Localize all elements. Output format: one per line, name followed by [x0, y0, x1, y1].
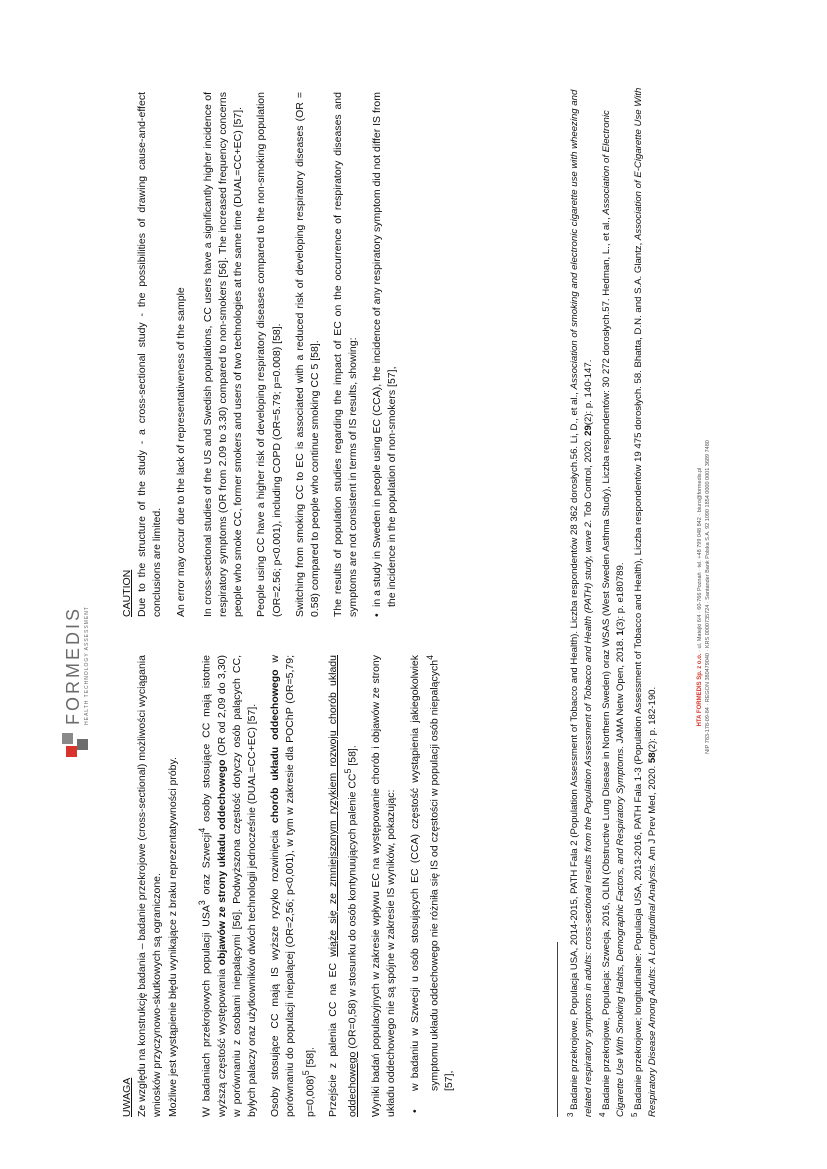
english-paragraph-1: Due to the structure of the study - a cross-sectional study - the possibilities of drawing cause-and-effect conclusions are limited. — [136, 92, 164, 617]
logo-subtitle: HEALTH TECHNOLOGY ASSESSMENT — [84, 606, 90, 725]
bullet-icon: • — [370, 613, 383, 617]
polish-bullet-item: • w badaniu w Szwecji u osób stosujących EC (CCA) częstość wystąpienia jakiegokolwiek symptomu układu oddechowego nie różniła się IS od częstości w populacji osób niepalących$^4$ [57], — [408, 655, 458, 1117]
english-paragraph-5: Switching from smoking CC to EC is associated with a reduced risk of developing respiratory diseases (OR = 0.58) compared to people who continue smoking CC 5 [58]. — [293, 92, 322, 617]
polish-paragraph-6: Wyniki badań populacyjnych w zakresie wpływu EC na występowanie chorób i objawów ze strony układu oddechowego nie są spójne w zakresie IS wyników, pokazując: — [370, 655, 398, 1117]
footer-address-line: HTA FORMEDIS Sp. z o.o. · ul. Matejki 6/4 · 60-766 Poznań · tel. +48 799 048 842 · biuro@formedis.pl — [697, 467, 703, 727]
english-paragraph-6: The results of population studies regarding the impact of EC on the occurrence of respiratory diseases and symptoms are not consistent in terms of IS results, showing: — [332, 92, 360, 617]
polish-paragraph-2: Możliwe jest wystąpienie błędu wynikające z braku reprezentatywności próby. — [166, 757, 179, 1117]
footnotes — [564, 77, 659, 1117]
polish-paragraph-4: Osoby stosujące CC mają IS wyższe ryzyko rozwinięcia chorób układu oddechowego w porównaniu do populacji niepalącej (OR=2,56; p<0,001), w tym w zakresie dla POChP (OR=5,79; p=0,008)$^5$ [58]. — [269, 655, 317, 1117]
polish-paragraph-3: W badaniach przekrojowych populacji USA$^3$ oraz Szwecji$^4$ osoby stosujące CC mają istotnie wyższą częstość występowania objawów ze strony układu oddechowego (OR od 2,09 do 3,30) w porównaniu z osobami niepalącymi [56]. Podwyższona częstość dotyczy osób palących CC, byłych palaczy oraz użytkowników dwóch technologii jednocześnie (DUAL=CC+EC) [57]. — [196, 654, 258, 1117]
english-heading: CAUTION — [121, 569, 133, 617]
logo-text — [64, 606, 90, 725]
page-footer — [696, 77, 712, 1117]
footnote-5: $^5$ Badanie przekrojowe; longitudinalne: Populacja USA, 2013-2016, PATH Fala 1-3 (Population Assessment of Tobacco and Health), Liczba respondentów 19 475 dorosłych. 58. Bhatta, D.N. and S.A. Glantz, Association of E-Cigarette Use With Respiratory Disease Among Adults: A Longitudinal Analysis. Am J Prev Med, 2020. 58(2): p. 182-190. — [629, 87, 658, 1117]
logo-name: FORMEDIS — [63, 605, 83, 725]
polish-column — [120, 655, 466, 1117]
rotated-page-content — [52, 52, 752, 1117]
footnote-4: $^4$ Badanie przekrojowe, Populacja: Szwecja, 2016, OLIN (Obstructive Lung Disease in Northern Sweden) oraz WSAS (West Sweden Asthma Study), Liczba respondentów: 30 272 dorosłych.57. Hedman, L., et al., Association of Electronic Cigarette Use With Smoking Habits, Demographic Factors, and Respiratory Symptoms. JAMA Netw Open, 2018. 1(3): p. e180789. — [597, 110, 626, 1117]
polish-paragraph-1: Ze względu na konstrukcję badania – badanie przekrojowe (cross-sectional) możliwości wyciągania wniosków przyczynowo-skutkowych są ograniczone. — [136, 655, 164, 1117]
formedis-logo-icon — [62, 731, 92, 757]
polish-heading: UWAGA — [121, 1077, 133, 1117]
page-header — [52, 606, 102, 757]
polish-paragraph-5: Przejście z palenia CC na EC wiąże się ze zmniejszonym ryzykiem rozwoju chorób układu oddechowego (OR=0,58) w stosunku do osób kontynuujących palenie $CC^5$ [58]. — [327, 655, 359, 1117]
footnote-divider — [557, 942, 558, 1117]
english-paragraph-4: People using CC have a higher risk of developing respiratory diseases compared to the non-smoking population (OR=2.56; p<0.001), including COPD (OR=5.79; p=0.008) [58]. — [255, 92, 283, 617]
english-paragraph-2: An error may occur due to the lack of representativeness of the sample — [174, 287, 187, 617]
footer-registry-line: NIP 783-178-09-84 · REGON 380479040 · KRS 0000735724 · Santander Bank Polska S.A. 92 1090 1854 0000 0001 3689 7480 — [705, 440, 711, 754]
english-paragraph-3: In cross-sectional studies of the US and Swedish populations, CC users have a significantly higher incidence of respiratory symptoms (OR from 2.09 to 3.30) compared to non-smokers [56]. The increased frequency concerns people who smoke CC, former smokers and users of two technologies at the same time (DUAL=CC+EC) [57]. — [201, 92, 245, 617]
footnote-3: $^3$ Badanie przekrojowe, Populacja USA, 2014-2015, PATH Fala 2 (Population Assessment of Tobacco and Health). Liczba respondentów 28 362 dorosłych.56. Li, D., et al., Association of smoking and electronic cigarette use with wheezing and related respiratory symptoms in adults: cross-sectional results from the Population Assessment of Tobacco and Health (PATH) study, wave 2. Tob Control, 2020. 29(2): p. 140-147. — [566, 89, 594, 1117]
english-bullet-item: • in a study in Sweden in people using EC (CCA), the incidence of any respiratory symptom did not differ IS from the incidence in the population of non-smokers [57], — [370, 92, 400, 617]
english-column — [120, 92, 408, 617]
bullet-icon: • — [408, 1109, 421, 1113]
